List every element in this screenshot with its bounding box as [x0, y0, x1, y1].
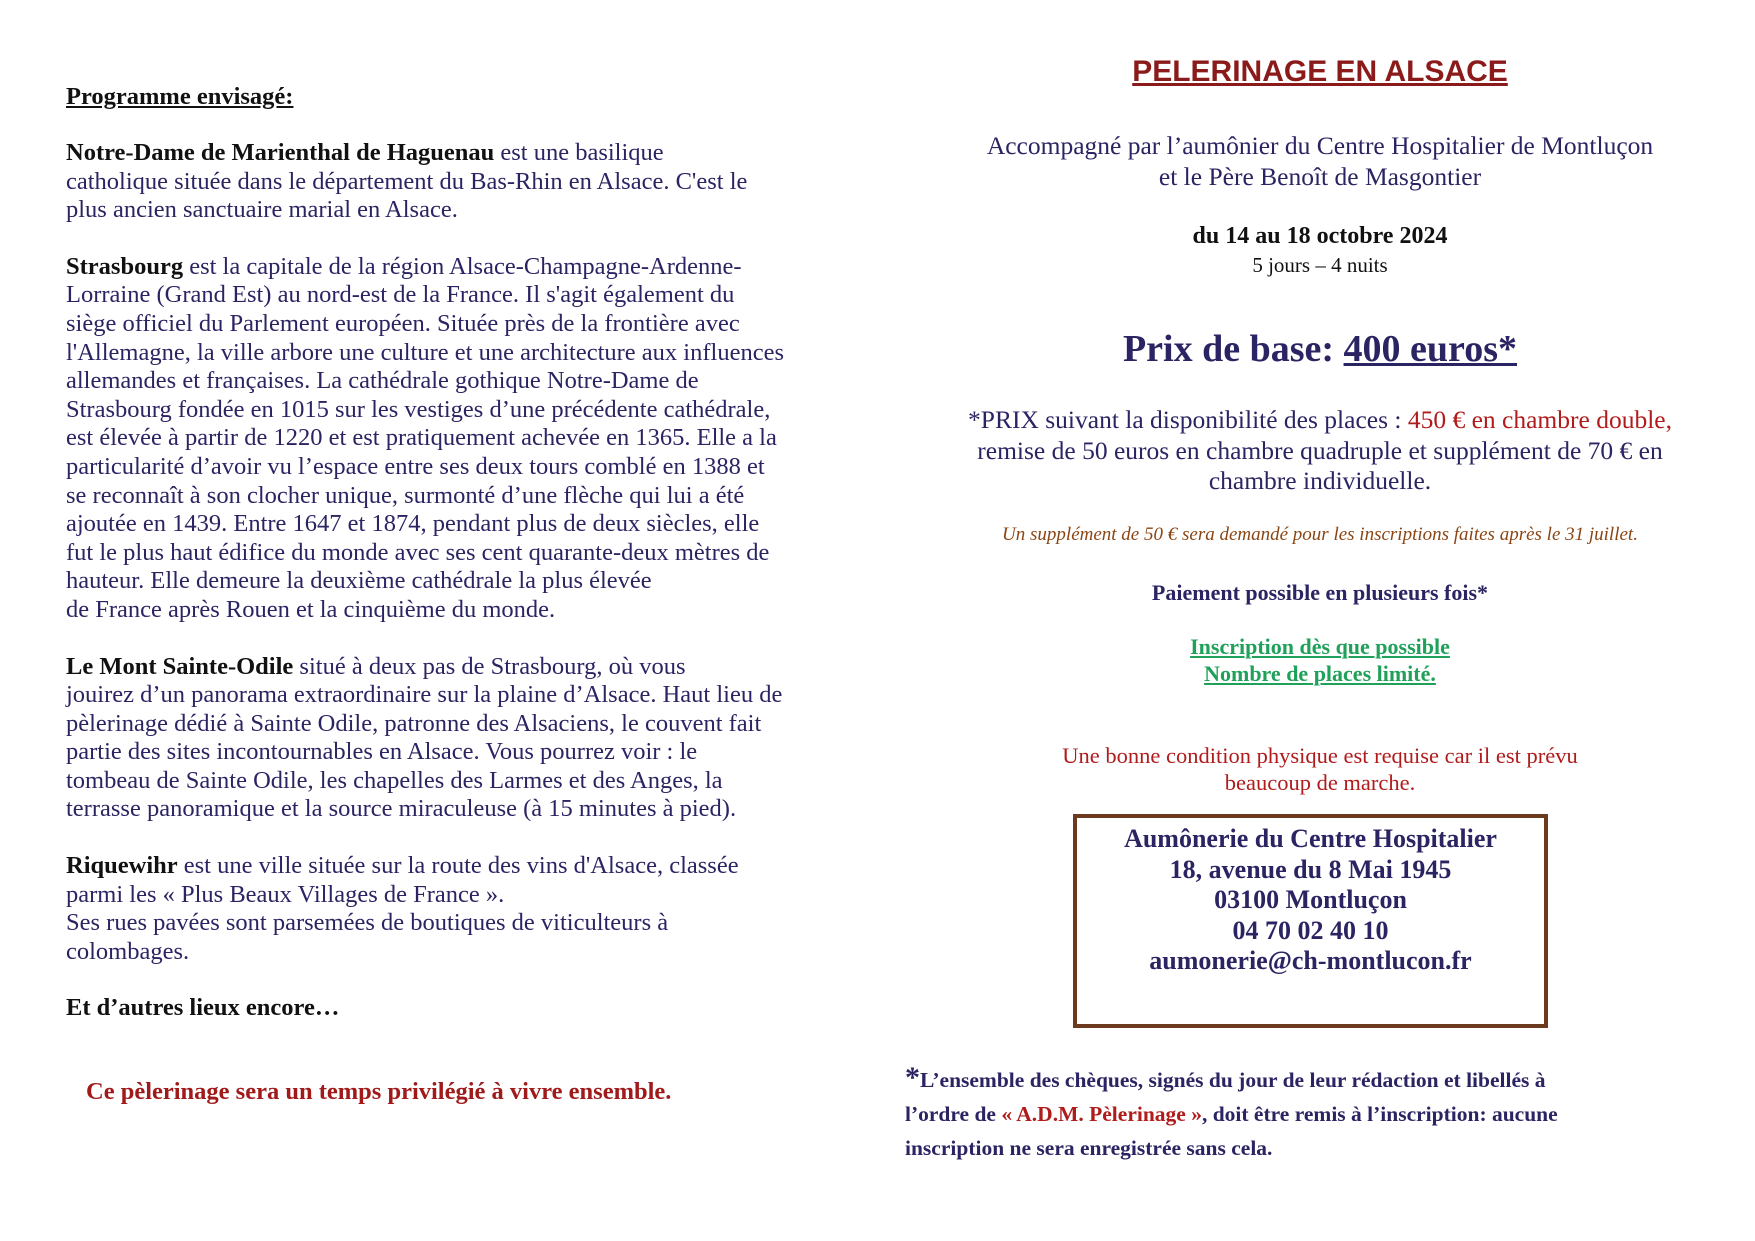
section-heading: Riquewihr [66, 852, 178, 880]
section-mont-sainte-odile [66, 653, 866, 825]
pricing-prefix: *PRIX suivant la disponibilité des places : [968, 405, 1408, 434]
section-line: est une basilique [494, 139, 664, 166]
late-fee-notice: Un supplément de 50 € sera demandé pour les inscriptions faites après le 31 juillet. [1002, 524, 1638, 545]
section-line: hauteur. Elle demeure la deuxième cathédrale la plus élevée [66, 567, 652, 595]
section-line: Ses rues pavées sont parsemées de boutiques de viticulteurs à [66, 909, 669, 937]
section-line: terrasse panoramique et la source miraculeuse (à 15 minutes à pied). [66, 795, 737, 823]
contact-box [1073, 814, 1548, 1028]
section-heading: Le Mont Sainte-Odile [66, 652, 294, 680]
section-line: particularité d’avoir vu l’espace entre ses deux tours comblé en 1388 et [66, 452, 765, 480]
footnote-star: * [905, 1061, 920, 1094]
registration-line: Nombre de places limité. [1204, 661, 1436, 686]
section-line: allemandes et françaises. La cathédrale gothique Notre-Dame de [66, 367, 699, 395]
contact-street: 18, avenue du 8 Mai 1945 [1169, 854, 1452, 884]
trip-dates: du 14 au 18 octobre 2024 [1192, 223, 1448, 249]
section-line: est la capitale de la région Alsace-Champagne-Ardenne- [183, 252, 742, 280]
section-line: l'Allemagne, la ville arbore une culture et une architecture aux influences [66, 338, 784, 366]
price-amount: 400 euros* [1343, 328, 1518, 370]
section-line: de France après Rouen et la cinquième du monde. [66, 595, 556, 623]
contact-email: aumonerie@ch-montlucon.fr [1149, 946, 1472, 975]
section-line: situé à deux pas de Strasbourg, où vous [293, 652, 686, 680]
section-line: jouirez d’un panorama extraordinaire sur la plaine d’Alsace. Haut lieu de [66, 681, 783, 709]
section-marienthal [66, 139, 866, 225]
cheque-text: inscription ne sera enregistrée sans cela. [905, 1136, 1273, 1160]
section-line: plus ancien sanctuaire marial en Alsace. [66, 196, 458, 224]
section-heading: Strasbourg [66, 252, 184, 280]
section-line: pèlerinage dédié à Sainte Odile, patronne des Alsaciens, le couvent fait [66, 709, 762, 737]
physical-line: Une bonne condition physique est requise car il est prévu [1062, 743, 1578, 768]
section-line: siège officiel du Parlement européen. Située près de la frontière avec [66, 309, 740, 337]
cheque-text: L’ensemble des chèques, signés du jour de leur rédaction et libellés à [920, 1068, 1546, 1092]
trip-duration: 5 jours – 4 nuits [1252, 253, 1388, 277]
section-line: Strasbourg fondée en 1015 sur les vestiges d’une précédente cathédrale, [66, 395, 771, 423]
section-heading: Notre-Dame de Marienthal de Haguenau [66, 139, 495, 166]
more-places: Et d’autres lieux encore… [66, 994, 340, 1022]
pricing-double-room: 450 € en chambre double, [1407, 405, 1672, 434]
program-column [66, 83, 866, 1022]
base-price [905, 327, 1735, 371]
section-line: catholique située dans le département du Bas-Rhin en Alsace. C'est le [66, 167, 748, 195]
section-line: ajoutée en 1439. Entre 1647 et 1874, pendant plus de deux siècles, elle [66, 510, 760, 538]
section-line: se reconnaît à son clocher unique, surmonté d’une flèche qui lui a été [66, 481, 745, 509]
physical-condition-notice [905, 742, 1735, 796]
section-line: fut le plus haut édifice du monde avec ses cent quarante-deux mètres de [66, 538, 770, 566]
section-line: est une ville située sur la route des vins d'Alsace, classée [177, 852, 739, 880]
cheque-text: , doit être remis à l’inscription: aucune [1201, 1102, 1558, 1126]
accompaniment-line: Accompagné par l’aumônier du Centre Hospitalier de Montluçon [986, 131, 1654, 160]
contact-name: Aumônerie du Centre Hospitalier [1124, 824, 1497, 853]
accompaniment-line: et le Père Benoît de Masgontier [1158, 162, 1482, 191]
payment-notice: Paiement possible en plusieurs fois* [1151, 580, 1489, 605]
section-strasbourg [66, 253, 866, 625]
section-line: est élevée à partir de 1220 et est pratiquement achevée en 1365. Elle a la [66, 424, 777, 452]
pricing-line: chambre individuelle. [1208, 466, 1432, 495]
registration-notice [905, 633, 1735, 687]
accompaniment [905, 130, 1735, 192]
section-line: Lorraine (Grand Est) au nord-est de la France. Il s'agit également du [66, 281, 735, 309]
program-title: Programme envisagé: [66, 83, 294, 110]
physical-line: beaucoup de marche. [1224, 770, 1416, 795]
section-line: tombeau de Sainte Odile, les chapelles des Larmes et des Anges, la [66, 766, 723, 794]
closing-statement: Ce pèlerinage sera un temps privilégié à vivre ensemble. [86, 1078, 672, 1105]
cheque-payee: « A.D.M. Pèlerinage » [1001, 1102, 1202, 1126]
contact-phone: 04 70 02 40 10 [1232, 915, 1389, 945]
registration-line: Inscription dès que possible [1190, 634, 1450, 659]
contact-city: 03100 Montluçon [1214, 885, 1407, 914]
section-line: parmi les « Plus Beaux Villages de France ». [66, 880, 505, 908]
pricing-details [905, 405, 1735, 497]
section-line: colombages. [66, 937, 190, 965]
section-riquewihr [66, 852, 866, 966]
page-title: PELERINAGE EN ALSACE [1132, 55, 1508, 88]
cheque-notice [905, 1061, 1735, 1165]
cheque-text: l’ordre de [905, 1102, 1002, 1126]
section-line: partie des sites incontournables en Alsace. Vous pourrez voir : le [66, 738, 698, 766]
price-label: Prix de base: [1122, 328, 1344, 370]
pricing-line: remise de 50 euros en chambre quadruple et supplément de 70 € en [977, 435, 1663, 465]
